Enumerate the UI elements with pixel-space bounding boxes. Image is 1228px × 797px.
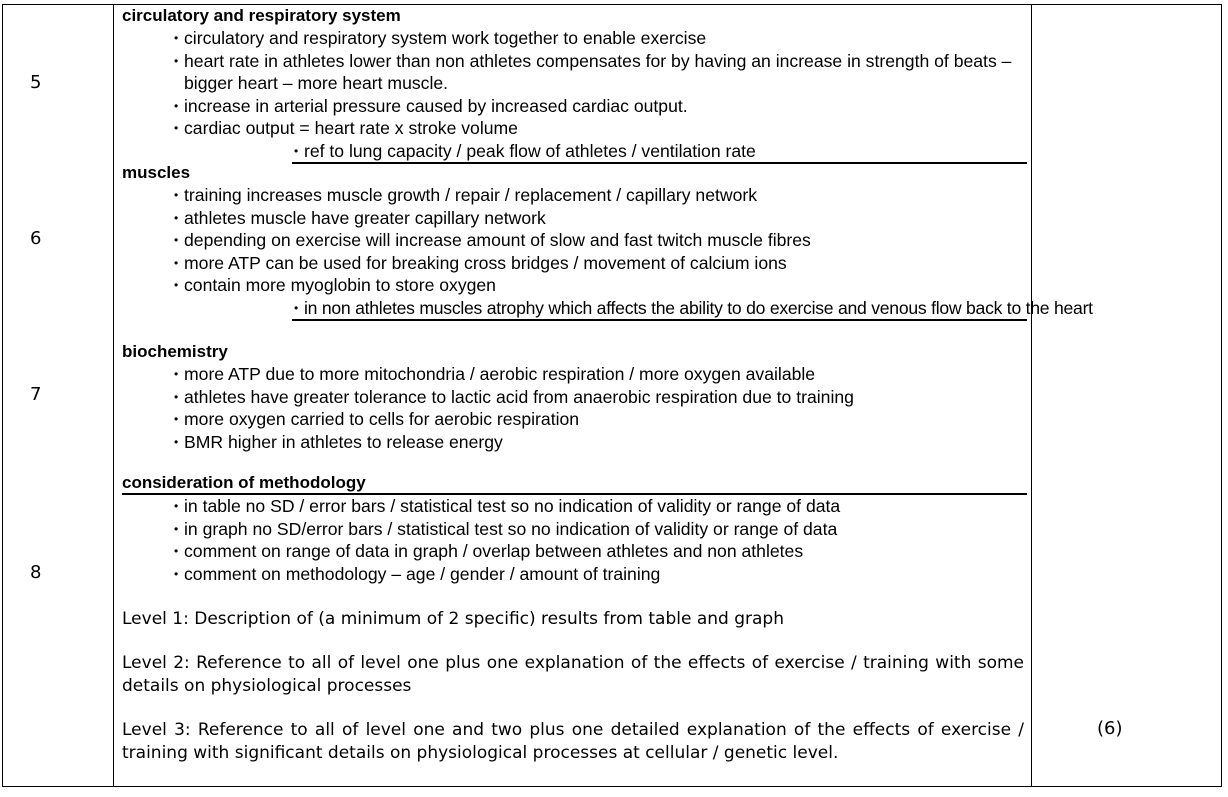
bullet-item: • heart rate in athletes lower than non athletes compensates for by having an increase in strength of beats – bigger heart – more heart muscle. xyxy=(122,50,1027,95)
bullet-item: • training increases muscle growth / repair / replacement / capillary network xyxy=(122,184,1027,207)
row-number-8: 8 xyxy=(30,562,42,583)
bullet-item: • ref to lung capacity / peak flow of athletes / ventilation rate xyxy=(292,140,1027,165)
section-heading: consideration of methodology xyxy=(122,472,1027,495)
bullet-item: • more ATP can be used for breaking cross bridges / movement of calcium ions xyxy=(122,252,1027,275)
marks-value: (6) xyxy=(1097,718,1123,739)
bullet-item: • athletes have greater tolerance to lactic acid from anaerobic respiration due to training xyxy=(122,386,1027,409)
level-2-descriptor: Level 2: Reference to all of level one plus one explanation of the effects of exercise / training with some details on physiological processes xyxy=(122,653,1024,696)
section-heading: circulatory and respiratory system xyxy=(122,6,401,25)
bullet-item: • in non athletes muscles atrophy which affects the ability to do exercise and venous flow back to the heart xyxy=(292,297,1027,322)
bullet-item: • depending on exercise will increase amount of slow and fast twitch muscle fibres xyxy=(122,229,1027,252)
level-3-descriptor: Level 3: Reference to all of level one and two plus one detailed explanation of the effects of exercise / training with significant details on physiological processes at cellular / genetic level. xyxy=(122,720,1024,763)
bullet-item: • circulatory and respiratory system work together to enable exercise xyxy=(122,27,1027,50)
row-number-6: 6 xyxy=(30,228,42,249)
bullet-item: • increase in arterial pressure caused by increased cardiac output. xyxy=(122,95,1027,118)
row-number-7: 7 xyxy=(30,384,42,405)
level-1-descriptor: Level 1: Description of (a minimum of 2 specific) results from table and graph xyxy=(122,609,784,629)
row-number-5: 5 xyxy=(30,72,42,93)
bullet-item: • comment on methodology – age / gender / amount of training xyxy=(122,563,1027,586)
bullet-item: • athletes muscle have greater capillary network xyxy=(122,207,1027,230)
column-divider-right xyxy=(1031,4,1032,787)
bullet-item: • contain more myoglobin to store oxygen xyxy=(122,274,1027,297)
section-circulatory xyxy=(122,5,1027,164)
section-biochemistry xyxy=(122,341,1027,453)
bullet-item: • more oxygen carried to cells for aerobic respiration xyxy=(122,408,1027,431)
column-divider-left xyxy=(113,4,114,787)
bullet-item: • cardiac output = heart rate x stroke volume xyxy=(122,117,1027,140)
bullet-item: • more ATP due to more mitochondria / aerobic respiration / more oxygen available xyxy=(122,363,1027,386)
section-heading: muscles xyxy=(122,163,191,182)
section-heading: biochemistry xyxy=(122,342,228,361)
bullet-item: • in graph no SD/error bars / statistical test so no indication of validity or range of data xyxy=(122,518,1027,541)
bullet-item: • comment on range of data in graph / overlap between athletes and non athletes xyxy=(122,540,1027,563)
bullet-item: • in table no SD / error bars / statistical test so no indication of validity or range of data xyxy=(122,495,1027,518)
section-muscles xyxy=(122,162,1093,321)
section-methodology xyxy=(122,472,1027,585)
bullet-item: • BMR higher in athletes to release energy xyxy=(122,431,1027,454)
